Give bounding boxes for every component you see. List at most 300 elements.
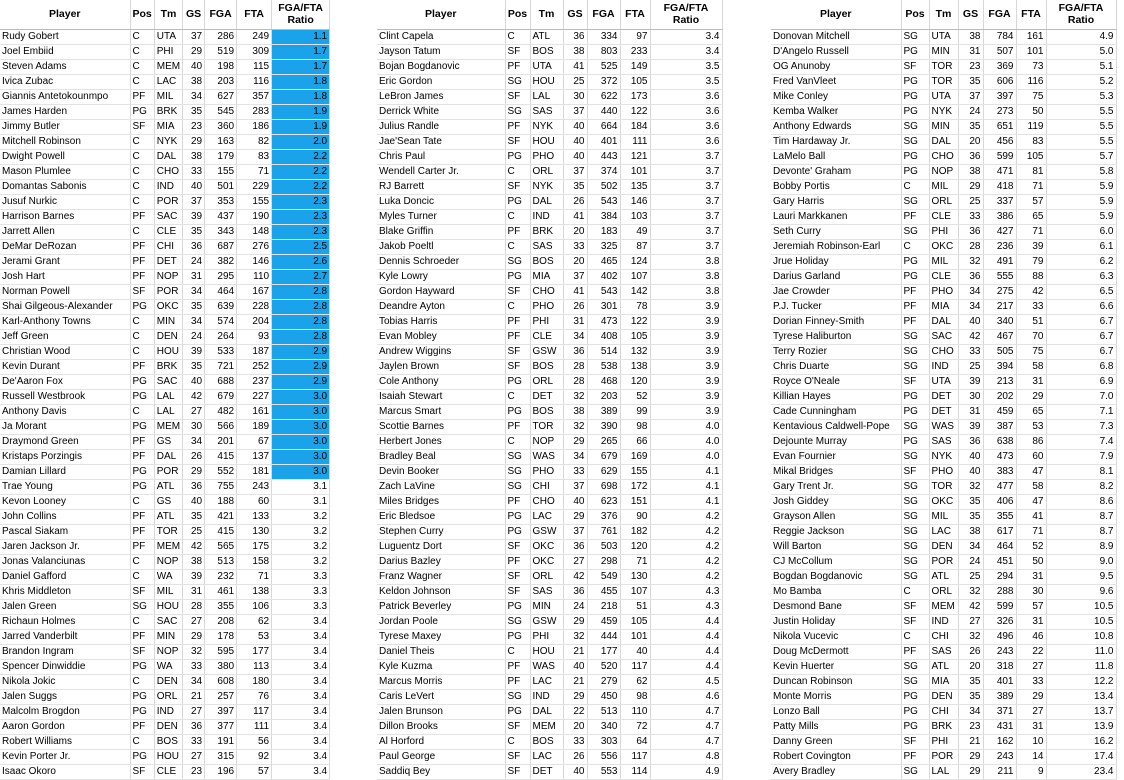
cell-pos: PF [901,299,929,314]
table-row [377,554,722,569]
cell-pos: PG [505,269,530,284]
cell-ratio: 3.6 [650,104,722,119]
table-row [0,644,330,659]
cell-gs: 37 [563,479,587,494]
cell-player: Franz Wagner [377,569,505,584]
cell-team: NOP [154,269,182,284]
cell-fga: 201 [205,434,237,449]
cell-player: Dillon Brooks [377,719,505,734]
cell-fta: 29 [1016,689,1046,704]
cell-gs: 34 [958,704,983,719]
cell-fga: 431 [983,719,1016,734]
cell-player: Dejounte Murray [771,434,901,449]
table-row [771,284,1116,299]
cell-gs: 33 [183,734,205,749]
cell-gs: 23 [183,119,205,134]
cell-fta: 229 [237,179,272,194]
table-row [377,134,722,149]
cell-fga: 519 [205,44,237,59]
cell-gs: 40 [563,149,587,164]
cell-fga: 203 [587,389,620,404]
cell-team: SAS [530,104,563,119]
cell-fga: 549 [587,569,620,584]
cell-gs: 31 [563,314,587,329]
cell-ratio: 17.4 [1046,749,1116,764]
table-row [377,209,722,224]
cell-gs: 37 [183,194,205,209]
cell-team: TOR [530,419,563,434]
cell-gs: 33 [563,464,587,479]
cell-fta: 86 [1016,434,1046,449]
cell-fga: 444 [587,629,620,644]
cell-fga: 459 [983,404,1016,419]
cell-fta: 119 [1016,119,1046,134]
cell-fga: 217 [983,299,1016,314]
cell-team: PHI [154,44,182,59]
cell-pos: SG [901,674,929,689]
cell-fta: 71 [237,569,272,584]
cell-fga: 538 [587,359,620,374]
cell-ratio: 4.1 [650,494,722,509]
column-header-ratio: FGA/FTA Ratio [272,0,330,29]
cell-pos: PG [901,254,929,269]
cell-team: DEN [154,674,182,689]
cell-player: Jarred Vanderbilt [0,629,130,644]
cell-fta: 58 [1016,359,1046,374]
cell-team: BOS [530,404,563,419]
cell-ratio: 7.1 [1046,404,1116,419]
table-row [0,599,330,614]
cell-team: MEM [154,59,182,74]
cell-fta: 52 [620,389,650,404]
cell-fga: 390 [587,419,620,434]
cell-team: ORL [530,374,563,389]
cell-pos: SG [901,479,929,494]
cell-fta: 124 [620,254,650,269]
cell-player: Tyrese Maxey [377,629,505,644]
cell-team: PHO [530,464,563,479]
cell-fga: 265 [587,434,620,449]
column-header-gs: GS [958,0,983,29]
cell-pos: PF [901,749,929,764]
cell-player: Eric Gordon [377,74,505,89]
cell-player: Malcolm Brogdon [0,704,130,719]
cell-pos: PG [130,749,154,764]
cell-fta: 148 [237,224,272,239]
cell-fga: 553 [587,764,620,779]
cell-fta: 115 [237,59,272,74]
cell-fga: 496 [983,629,1016,644]
cell-gs: 34 [183,674,205,689]
cell-player: Tobias Harris [377,314,505,329]
table-row [0,689,330,704]
cell-fta: 180 [237,674,272,689]
cell-pos: SG [505,104,530,119]
cell-team: UTA [929,89,958,104]
cell-pos: PG [901,704,929,719]
cell-fta: 83 [1016,134,1046,149]
table-row [0,74,330,89]
cell-pos: SG [130,599,154,614]
cell-pos: C [505,209,530,224]
cell-gs: 40 [563,659,587,674]
cell-fta: 107 [620,269,650,284]
cell-fta: 76 [237,689,272,704]
cell-fga: 401 [983,674,1016,689]
cell-team: CHI [530,479,563,494]
cell-pos: C [130,614,154,629]
table-row [771,689,1116,704]
cell-fga: 374 [587,164,620,179]
cell-team: IND [530,209,563,224]
cell-ratio: 7.4 [1046,434,1116,449]
cell-fga: 545 [205,104,237,119]
cell-fta: 71 [237,164,272,179]
cell-gs: 39 [183,209,205,224]
cell-ratio: 3.9 [650,374,722,389]
cell-pos: SF [505,569,530,584]
cell-pos: PF [505,419,530,434]
cell-pos: SG [901,194,929,209]
cell-pos: SG [505,74,530,89]
cell-pos: SF [901,374,929,389]
cell-team: POR [154,194,182,209]
cell-gs: 33 [958,344,983,359]
cell-ratio: 2.0 [272,134,330,149]
cell-fga: 288 [983,584,1016,599]
cell-player: Herbert Jones [377,434,505,449]
cell-pos: SF [130,119,154,134]
cell-fta: 71 [1016,179,1046,194]
cell-player: Jimmy Butler [0,119,130,134]
cell-pos: SF [901,599,929,614]
cell-gs: 35 [183,224,205,239]
cell-ratio: 3.5 [650,59,722,74]
table-row [771,149,1116,164]
cell-ratio: 13.9 [1046,719,1116,734]
cell-gs: 32 [563,419,587,434]
cell-player: Russell Westbrook [0,389,130,404]
cell-fga: 543 [587,194,620,209]
cell-ratio: 3.4 [272,629,330,644]
cell-gs: 24 [958,554,983,569]
cell-gs: 37 [183,29,205,44]
cell-fga: 232 [205,569,237,584]
cell-fta: 78 [620,299,650,314]
cell-ratio: 2.8 [272,329,330,344]
cell-fga: 565 [205,539,237,554]
cell-player: Ja Morant [0,419,130,434]
cell-team: ORL [530,164,563,179]
cell-fga: 397 [205,704,237,719]
table-row [771,434,1116,449]
cell-team: LAC [154,74,182,89]
cell-gs: 38 [563,404,587,419]
cell-team: DET [929,389,958,404]
cell-fta: 101 [620,164,650,179]
cell-team: DET [929,404,958,419]
cell-ratio: 3.9 [650,329,722,344]
cell-gs: 32 [563,629,587,644]
cell-player: Jerami Grant [0,254,130,269]
cell-player: Giannis Antetokounmpo [0,89,130,104]
cell-pos: SF [901,734,929,749]
cell-fga: 236 [983,239,1016,254]
cell-gs: 26 [563,194,587,209]
cell-gs: 40 [563,764,587,779]
cell-gs: 36 [563,29,587,44]
cell-pos: PF [130,434,154,449]
cell-gs: 40 [563,119,587,134]
cell-gs: 39 [183,344,205,359]
cell-fga: 784 [983,29,1016,44]
table-row [771,644,1116,659]
cell-gs: 27 [958,614,983,629]
cell-fta: 111 [620,134,650,149]
cell-team: WAS [929,419,958,434]
cell-gs: 22 [563,704,587,719]
cell-fta: 58 [1016,479,1046,494]
cell-fga: 418 [983,179,1016,194]
cell-team: PHI [530,314,563,329]
cell-ratio: 8.6 [1046,494,1116,509]
cell-player: Brandon Ingram [0,644,130,659]
cell-ratio: 6.3 [1046,269,1116,284]
cell-gs: 26 [563,749,587,764]
cell-pos: SF [505,584,530,599]
table-row [377,719,722,734]
cell-player: Al Horford [377,734,505,749]
cell-player: Reggie Jackson [771,524,901,539]
table-row [771,704,1116,719]
cell-team: HOU [154,749,182,764]
cell-team: MIA [929,674,958,689]
cell-fta: 79 [1016,254,1046,269]
cell-gs: 40 [958,464,983,479]
cell-fga: 408 [587,329,620,344]
cell-pos: SG [901,449,929,464]
cell-gs: 35 [958,689,983,704]
cell-team: MEM [530,719,563,734]
cell-ratio: 6.5 [1046,284,1116,299]
cell-player: Jalen Suggs [0,689,130,704]
table-row [0,29,330,44]
table-row [0,479,330,494]
cell-ratio: 8.7 [1046,509,1116,524]
cell-fga: 163 [205,134,237,149]
cell-player: Joel Embiid [0,44,130,59]
cell-fta: 49 [620,224,650,239]
cell-gs: 20 [563,224,587,239]
cell-fga: 353 [205,194,237,209]
cell-ratio: 12.2 [1046,674,1116,689]
cell-gs: 29 [958,764,983,779]
cell-player: Desmond Bane [771,599,901,614]
cell-pos: SF [505,344,530,359]
cell-ratio: 3.9 [650,299,722,314]
cell-player: Aaron Gordon [0,719,130,734]
cell-fga: 468 [587,374,620,389]
cell-pos: PG [130,479,154,494]
cell-team: CHO [530,284,563,299]
cell-fga: 443 [587,149,620,164]
cell-gs: 34 [958,284,983,299]
cell-fta: 173 [620,89,650,104]
cell-player: Christian Wood [0,344,130,359]
cell-fta: 161 [237,404,272,419]
cell-team: DAL [154,149,182,164]
cell-team: TOR [929,479,958,494]
cell-ratio: 3.8 [650,254,722,269]
cell-fga: 415 [205,524,237,539]
cell-gs: 36 [563,584,587,599]
cell-ratio: 4.4 [650,644,722,659]
cell-fga: 456 [983,134,1016,149]
cell-fta: 146 [620,194,650,209]
cell-player: CJ McCollum [771,554,901,569]
table-row [0,704,330,719]
table-row [771,449,1116,464]
cell-player: Doug McDermott [771,644,901,659]
cell-team: CLE [929,269,958,284]
cell-ratio: 10.5 [1046,599,1116,614]
cell-ratio: 3.6 [650,134,722,149]
cell-fta: 88 [1016,269,1046,284]
cell-team: NYK [530,179,563,194]
cell-gs: 29 [183,464,205,479]
table-row [377,269,722,284]
cell-pos: SF [505,284,530,299]
cell-team: CHO [154,164,182,179]
cell-pos: C [130,344,154,359]
cell-player: Cole Anthony [377,374,505,389]
table-row [771,44,1116,59]
cell-pos: SF [505,359,530,374]
cell-player: Anthony Edwards [771,119,901,134]
cell-fta: 31 [1016,614,1046,629]
cell-team: LAC [530,674,563,689]
cell-fga: 301 [587,299,620,314]
cell-fta: 357 [237,89,272,104]
table-row [771,764,1116,779]
table-row [0,224,330,239]
cell-fga: 177 [587,644,620,659]
cell-player: Mitchell Robinson [0,134,130,149]
cell-player: Kevon Looney [0,494,130,509]
cell-fta: 92 [237,749,272,764]
cell-fta: 169 [620,449,650,464]
table-row [377,749,722,764]
cell-team: IND [929,614,958,629]
cell-ratio: 5.3 [1046,89,1116,104]
cell-pos: SF [505,44,530,59]
cell-gs: 32 [958,254,983,269]
cell-fga: 155 [205,164,237,179]
table-row [377,149,722,164]
cell-pos: C [130,734,154,749]
cell-player: Justin Holiday [771,614,901,629]
cell-team: ATL [530,29,563,44]
cell-ratio: 6.7 [1046,344,1116,359]
cell-pos: C [505,164,530,179]
cell-player: Pascal Siakam [0,524,130,539]
cell-ratio: 6.0 [1046,224,1116,239]
cell-fga: 415 [205,449,237,464]
cell-fta: 105 [620,329,650,344]
cell-ratio: 3.9 [650,344,722,359]
table-row [771,344,1116,359]
cell-fga: 451 [983,554,1016,569]
cell-player: Bojan Bogdanovic [377,59,505,74]
cell-fga: 279 [587,674,620,689]
cell-team: SAS [530,239,563,254]
cell-player: Jaylen Brown [377,359,505,374]
cell-fga: 384 [587,209,620,224]
cell-ratio: 3.9 [650,314,722,329]
cell-gs: 40 [183,374,205,389]
cell-pos: PG [901,719,929,734]
cell-pos: C [130,569,154,584]
cell-gs: 27 [183,704,205,719]
stats-table-1 [0,0,330,780]
cell-gs: 38 [183,74,205,89]
cell-player: James Harden [0,104,130,119]
cell-team: SAC [154,614,182,629]
cell-fga: 477 [983,479,1016,494]
cell-player: Paul George [377,749,505,764]
cell-fta: 62 [620,674,650,689]
cell-player: Jonas Valanciunas [0,554,130,569]
cell-gs: 42 [563,569,587,584]
cell-fta: 52 [1016,539,1046,554]
cell-gs: 39 [958,374,983,389]
cell-team: DAL [929,134,958,149]
cell-gs: 40 [183,494,205,509]
table-row [0,314,330,329]
cell-player: Myles Turner [377,209,505,224]
cell-pos: SG [901,134,929,149]
cell-fta: 22 [1016,644,1046,659]
cell-pos: PG [130,374,154,389]
cell-gs: 36 [958,269,983,284]
cell-fta: 283 [237,104,272,119]
cell-team: LAC [929,524,958,539]
table-row [0,239,330,254]
table-row [771,89,1116,104]
cell-ratio: 4.5 [650,674,722,689]
cell-fga: 651 [983,119,1016,134]
table-row [377,74,722,89]
cell-fga: 440 [587,104,620,119]
cell-fta: 117 [620,749,650,764]
cell-ratio: 1.8 [272,89,330,104]
cell-gs: 27 [183,614,205,629]
cell-team: LAL [154,404,182,419]
cell-pos: SG [505,689,530,704]
cell-ratio: 3.4 [650,29,722,44]
cell-fta: 228 [237,299,272,314]
cell-pos: C [130,674,154,689]
cell-fta: 31 [1016,719,1046,734]
cell-pos: PG [130,389,154,404]
cell-fta: 81 [1016,164,1046,179]
cell-ratio: 4.4 [650,659,722,674]
cell-pos: C [130,329,154,344]
table-row [377,599,722,614]
cell-team: GSW [530,614,563,629]
cell-ratio: 5.5 [1046,134,1116,149]
cell-gs: 36 [958,149,983,164]
